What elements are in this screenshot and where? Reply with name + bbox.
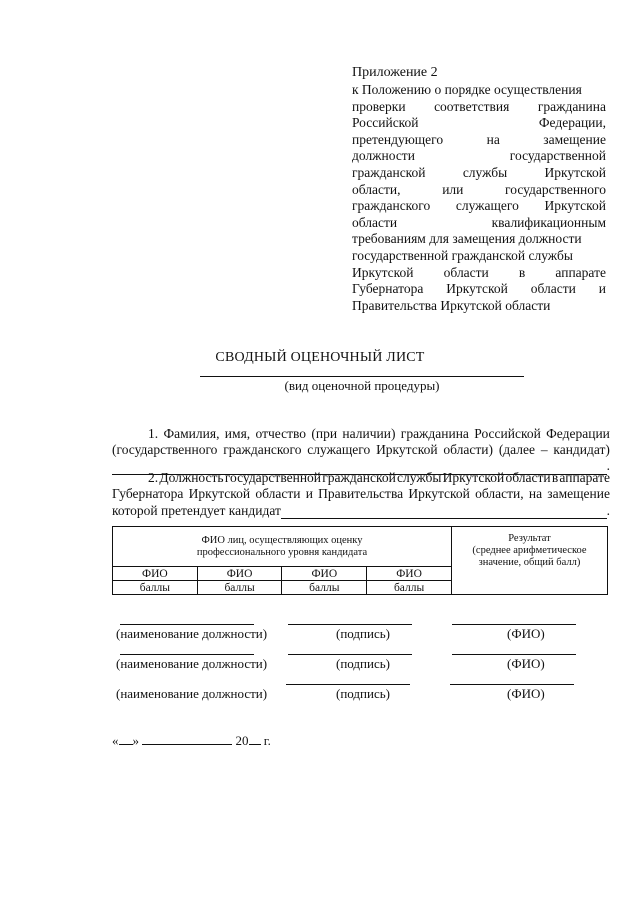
score-cell[interactable]: баллы <box>367 581 452 595</box>
appendix-line <box>352 132 606 149</box>
paragraph-word: области) <box>443 442 494 458</box>
appendix-line <box>352 115 606 132</box>
year-prefix: 20 <box>235 733 249 748</box>
appendix-block <box>352 64 606 314</box>
result-header-cell <box>452 527 608 595</box>
appendix-word: Правительства Иркутской области <box>352 297 551 313</box>
appendix-line <box>352 198 606 215</box>
paragraph-word: Губернатора <box>112 486 184 502</box>
paragraph-word: службы <box>397 470 442 485</box>
form-title: СВОДНЫЙ ОЦЕНОЧНЫЙ ЛИСТ <box>215 350 425 365</box>
appendix-line <box>352 265 606 282</box>
date-line <box>112 732 271 750</box>
paragraph-word: Должность <box>159 470 224 485</box>
fio-cell[interactable]: ФИО <box>197 567 282 581</box>
paragraph-word: (при <box>311 426 338 441</box>
position-line[interactable] <box>120 654 254 655</box>
year-field[interactable] <box>249 732 261 745</box>
paragraph-word: области, <box>475 486 524 502</box>
appendix-word: государственного <box>505 181 606 197</box>
item-2-line-3 <box>112 503 610 519</box>
header-left-cell <box>113 527 452 567</box>
signature-line[interactable] <box>288 654 412 655</box>
appendix-word: аппарате <box>555 264 606 280</box>
signature-label: (подпись) <box>336 686 390 701</box>
assessment-table <box>112 526 608 595</box>
appendix-word: Иркутской <box>352 264 414 280</box>
appendix-word: на <box>486 131 500 147</box>
paragraph-word: – <box>540 442 548 458</box>
paragraph-word: (далее <box>498 442 536 458</box>
fio-cell[interactable]: ФИО <box>282 567 367 581</box>
paragraph-word: отчество <box>255 426 307 441</box>
paragraph-word: Иркутской <box>376 442 438 458</box>
paragraph-word: (государственного <box>112 442 218 458</box>
item-1-end: . <box>606 458 610 474</box>
appendix-line <box>352 231 606 248</box>
header-left-line-1: ФИО лиц, осуществляющих оценку <box>201 534 363 546</box>
appendix-word: Российской <box>352 115 419 131</box>
appendix-word: государственной гражданской службы <box>352 247 573 263</box>
paragraph-word: области <box>505 470 551 485</box>
paragraph-word: 2. <box>148 470 159 485</box>
item-2-line-2 <box>112 486 610 502</box>
year-suffix: г. <box>263 733 271 748</box>
appendix-word: Федерации, <box>538 115 606 131</box>
paragraph-word: Федерации <box>546 426 610 441</box>
item-1 <box>112 426 610 475</box>
item-2 <box>112 470 610 519</box>
name-line[interactable] <box>450 684 574 685</box>
appendix-word: претендующего <box>352 131 444 147</box>
name-label: (ФИО) <box>507 686 545 701</box>
paragraph-word: Иркутской <box>442 470 505 485</box>
item-2-end: . <box>606 502 610 518</box>
position-line[interactable] <box>120 624 254 625</box>
appendix-word: гражданина <box>537 98 606 114</box>
date-close-quote: » <box>132 733 139 748</box>
appendix-word: Иркутской <box>544 198 606 214</box>
appendix-word: квалификационным <box>491 214 606 230</box>
item-2-line-3-text: которой претендует кандидат <box>112 502 281 518</box>
appendix-word: проверки <box>352 98 406 114</box>
appendix-word: Иркутской <box>544 164 606 180</box>
appendix-line <box>352 215 606 232</box>
appendix-word: требованиям для замещения должности <box>352 231 582 247</box>
appendix-word: или <box>442 181 464 197</box>
appendix-word: к Положению о порядке осуществления <box>352 82 582 97</box>
paragraph-word: в <box>551 470 559 485</box>
appendix-word: области <box>352 214 398 230</box>
signature-row-1 <box>112 624 612 642</box>
appendix-word: соответствия <box>434 98 510 114</box>
signature-row-2 <box>112 654 612 672</box>
appendix-word: государственной <box>509 148 606 164</box>
month-field[interactable] <box>142 732 232 745</box>
score-cell[interactable]: баллы <box>197 581 282 595</box>
score-cell[interactable]: баллы <box>282 581 367 595</box>
paragraph-word: области <box>255 486 301 502</box>
item-1-line-1 <box>112 426 610 442</box>
appendix-word: области, <box>352 181 401 197</box>
paragraph-word: служащего <box>307 442 371 458</box>
appendix-word: должности <box>352 148 415 164</box>
paragraph-word: на <box>528 486 543 502</box>
position-label: (наименование должности) <box>116 626 268 641</box>
position-label: (наименование должности) <box>116 686 268 701</box>
appendix-word: гражданской <box>352 164 426 180</box>
appendix-line <box>352 99 606 116</box>
day-field[interactable] <box>119 732 133 745</box>
paragraph-word: гражданского <box>223 442 302 458</box>
result-header-line-2: (среднее арифметическое <box>472 544 587 556</box>
paragraph-word: Фамилия, <box>163 426 220 441</box>
appendix-line <box>352 82 606 99</box>
appendix-line <box>352 248 606 265</box>
appendix-word: и <box>598 281 606 297</box>
name-line[interactable] <box>452 654 576 655</box>
paragraph-word: гражданской <box>322 470 396 485</box>
signature-label: (подпись) <box>336 656 390 671</box>
appendix-word: службы <box>462 164 508 180</box>
appendix-word: области <box>530 281 576 297</box>
result-header-line-1: Результат <box>508 532 551 544</box>
name-label: (ФИО) <box>507 626 545 641</box>
fio-cell[interactable]: ФИО <box>367 567 452 581</box>
header-left-line-2: профессионального уровня кандидата <box>196 546 368 558</box>
appendix-text <box>352 82 606 314</box>
paragraph-word: Иркутской <box>408 486 470 502</box>
signature-label: (подпись) <box>336 626 390 641</box>
appendix-line <box>352 148 606 165</box>
signature-row-3 <box>112 684 612 702</box>
appendix-title: Приложение 2 <box>352 65 438 80</box>
item-2-line-1 <box>112 470 610 486</box>
appendix-line <box>352 165 606 182</box>
paragraph-word: наличии) <box>342 426 396 441</box>
paragraph-word: гражданина <box>400 426 469 441</box>
name-label: (ФИО) <box>507 656 545 671</box>
position-label: (наименование должности) <box>116 656 268 671</box>
appendix-word: в <box>518 264 526 280</box>
paragraph-word: Правительства <box>318 486 404 502</box>
appendix-line <box>352 298 606 315</box>
appendix-line <box>352 281 606 298</box>
signature-line[interactable] <box>288 624 412 625</box>
result-header-line-3: значение, общий балл) <box>478 556 581 568</box>
score-cell[interactable]: баллы <box>113 581 198 595</box>
paragraph-word: имя, <box>224 426 251 441</box>
appendix-word: Иркутской <box>446 281 508 297</box>
signature-line[interactable] <box>286 684 410 685</box>
paragraph-word: 1. <box>148 426 159 441</box>
fio-cell[interactable]: ФИО <box>113 567 198 581</box>
date-open-quote: « <box>112 733 119 748</box>
paragraph-word: замещение <box>547 486 610 502</box>
item-1-line-2 <box>112 442 610 458</box>
appendix-line <box>352 182 606 199</box>
paragraph-word: государственной <box>224 470 322 485</box>
paragraph-word: и <box>305 486 313 502</box>
paragraph-word: Иркутской <box>188 486 251 502</box>
appendix-word: области <box>443 264 489 280</box>
procedure-underline <box>200 376 524 377</box>
position-field[interactable] <box>281 508 607 519</box>
paragraph-word: аппарате <box>559 470 610 485</box>
appendix-word: служащего <box>455 198 519 214</box>
appendix-word: гражданского <box>352 198 431 214</box>
appendix-word: замещение <box>543 131 606 147</box>
name-line[interactable] <box>452 624 576 625</box>
procedure-label: (вид оценочной процедуры) <box>284 378 440 393</box>
appendix-word: Губернатора <box>352 281 424 297</box>
paragraph-word: кандидат) <box>553 442 610 458</box>
paragraph-word: Российской <box>474 426 541 441</box>
